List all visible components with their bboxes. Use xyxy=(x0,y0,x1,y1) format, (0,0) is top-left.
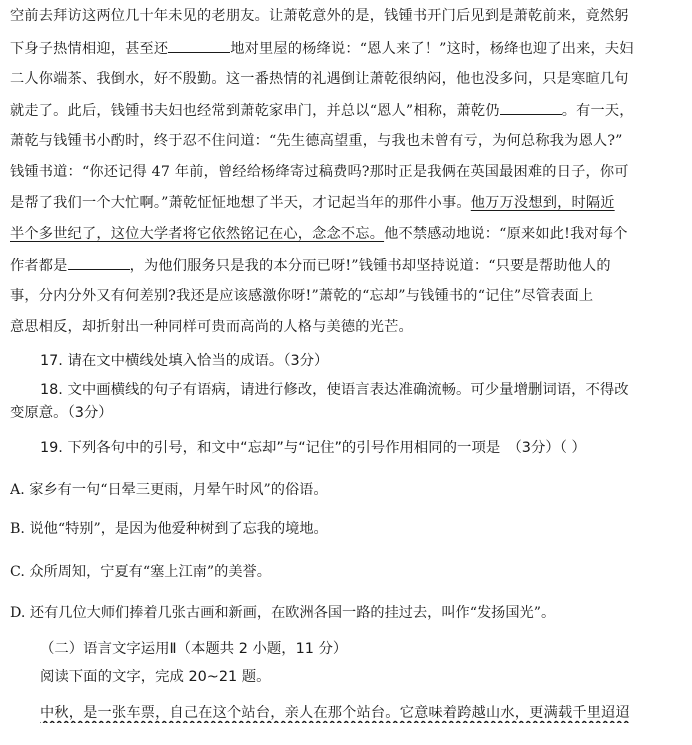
passage-line-3: 二人你端茶、我倒水，好不殷勤。这一番热情的礼遇倒让萧乾很纳闷，他也没多问，只是寒暄几句 xyxy=(10,71,629,87)
underlined-sentence-part-1: 他万万没想到，时隔近 xyxy=(470,195,615,211)
question-18-line-1: 18. 文中画横线的句子有语病，请进行修改，使语言表达准确流畅。可少量增删词语，不得改 xyxy=(40,382,629,398)
passage-line-10: 事，分内分外又有何差别?我还是应该感激你呀!”萧乾的“忘却”与钱锺书的“记住”尽管表面上 xyxy=(10,288,594,304)
answer-blank-1[interactable] xyxy=(168,38,230,53)
answer-blank-2[interactable] xyxy=(500,100,562,115)
question-17: 17. 请在文中横线处填入恰当的成语。（3分） xyxy=(40,353,329,369)
passage-line-6: 钱锺书道：“你还记得 47 年前，曾经给杨绛寄过稿费吗?那时正是我俩在英国最困难的日子，你可 xyxy=(10,164,629,180)
question-18-line-2: 变原意。（3分） xyxy=(10,405,113,421)
partial-passage-line: 中秋，是一张车票，自己在这个站台，亲人在那个站台。它意味着跨越山水，更满载千里迢迢 xyxy=(40,705,630,721)
section-2-instruction: 阅读下面的文字，完成 20~21 题。 xyxy=(40,669,271,685)
passage-line-5: 萧乾与钱锺书小酌时，终于忍不住问道：“先生德高望重，与我也未曾有亏，为何总称我为恩人?” xyxy=(10,133,623,149)
passage-line-11: 意思相反，却折射出一种同样可贵而高尚的人格与美德的光芒。 xyxy=(10,319,413,335)
section-2-heading: （二）语言文字运用Ⅱ（本题共 2 小题，11 分） xyxy=(40,641,348,657)
passage-line-8: 半个多世纪了，这位大学者将它依然铭记在心，念念不忘。他不禁感动地说：“原来如此!我对每个 xyxy=(10,226,628,242)
passage-line-9: 作者都是 ，为他们服务只是我的本分而已呀!”钱锺书却坚持说道：“只要是帮助他人的 xyxy=(10,255,686,276)
answer-blank-3[interactable] xyxy=(68,255,130,270)
option-c[interactable]: C. 众所周知，宁夏有“塞上江南”的美誉。 xyxy=(10,564,271,580)
question-19: 19. 下列各句中的引号，和文中“忘却”与“记住”的引号作用相同的一项是 （3分）（ ） xyxy=(40,440,586,456)
passage-line-2: 下身子热情相迎，甚至还 地对里屋的杨绛说：“恩人来了！”这时，杨绛也迎了出来，夫妇 xyxy=(10,38,686,59)
option-b[interactable]: B. 说他“特别”，是因为他爱种树到了忘我的境地。 xyxy=(10,521,328,537)
passage-line-4: 就走了。此后，钱锺书夫妇也经常到萧乾家串门，并总以“恩人”相称，萧乾仍 。有一天， xyxy=(10,100,686,121)
option-a[interactable]: A. 家乡有一句“日晕三更雨，月晕午时风”的俗语。 xyxy=(10,482,328,498)
passage-line-7: 是帮了我们一个大忙啊。”萧乾怔怔地想了半天，才记起当年的那件小事。他万万没想到，时隔近 xyxy=(10,195,615,211)
passage-line-1: 空前去拜访这两位几十年未见的老朋友。让萧乾意外的是，钱锺书开门后见到是萧乾前来，竟然躬 xyxy=(10,8,629,24)
option-d[interactable]: D. 还有几位大师们捧着几张古画和新画，在欧洲各国一路的挂过去，叫作“发扬国光”。 xyxy=(10,605,556,621)
underlined-sentence-part-2: 半个多世纪了，这位大学者将它依然铭记在心，念念不忘。 xyxy=(10,226,385,242)
